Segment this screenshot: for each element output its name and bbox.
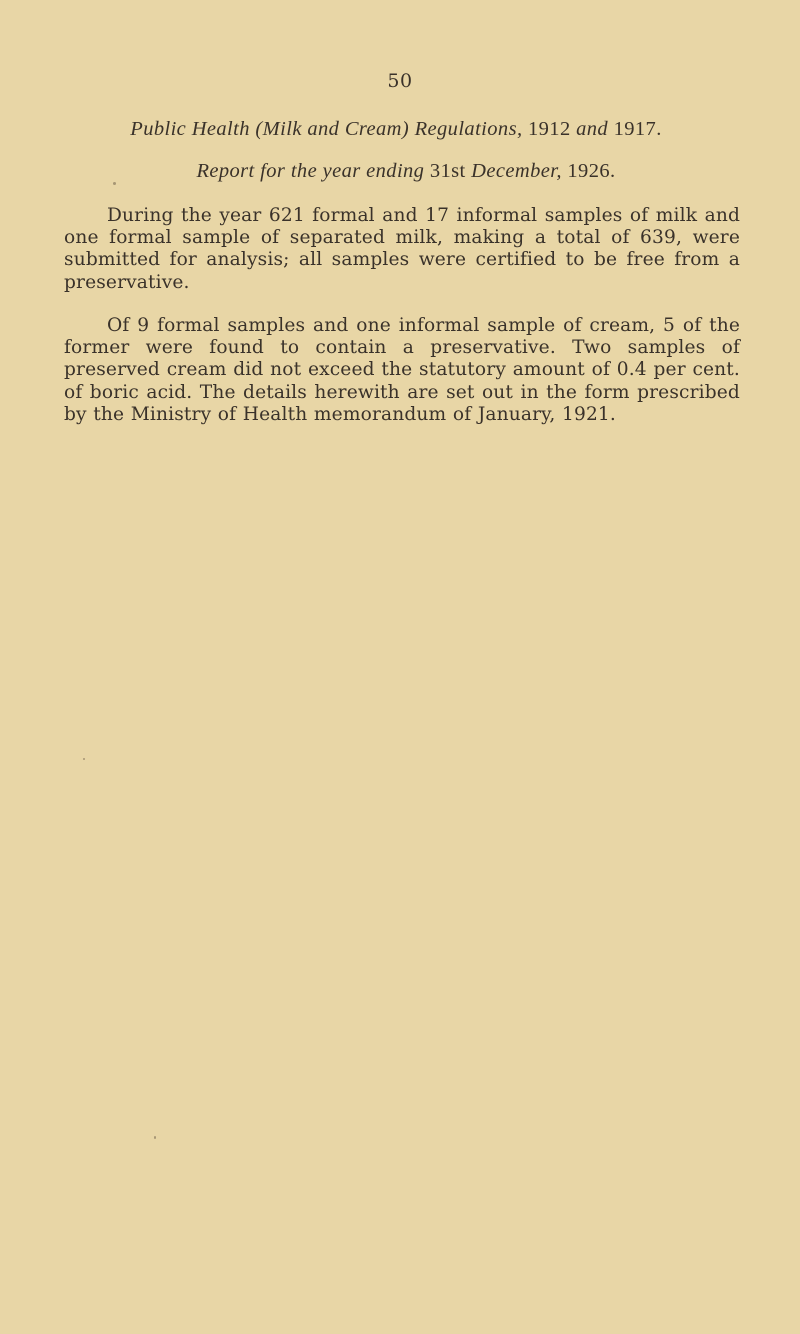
- title-year-2: 1917.: [613, 118, 662, 140]
- page-number: 50: [387, 70, 413, 92]
- paper-speck: [113, 182, 116, 185]
- subtitle-year: 1926.: [567, 160, 616, 182]
- paper-speck: [83, 758, 85, 760]
- document-subtitle: [6, 160, 800, 183]
- document-title: [0, 118, 796, 141]
- title-conjunction: and: [570, 118, 614, 140]
- subtitle-prefix: Report for the year ending: [196, 160, 430, 182]
- subtitle-day: 31st: [429, 160, 466, 182]
- paragraph-milk-samples: During the year 621 formal and 17 informal samples of milk and one formal sample of separated milk, making a total of 639, were submitted for analysis; all samples were certified to be free from a preservative.: [64, 205, 740, 293]
- title-year-1: 1912: [528, 118, 571, 140]
- subtitle-month: December,: [465, 160, 568, 182]
- title-prefix: Public Health (Milk and Cream) Regulations,: [130, 118, 528, 140]
- paragraph-cream-samples: Of 9 formal samples and one informal sample of cream, 5 of the former were found to contain a preservative. Two samples of preserved cream did not exceed the statutory amount of 0.4 per cent. of boric acid. The details herewith are set out in the form prescribed by the Ministry of Health memorandum of January, 1921.: [64, 315, 740, 425]
- paper-speck: [154, 1136, 156, 1139]
